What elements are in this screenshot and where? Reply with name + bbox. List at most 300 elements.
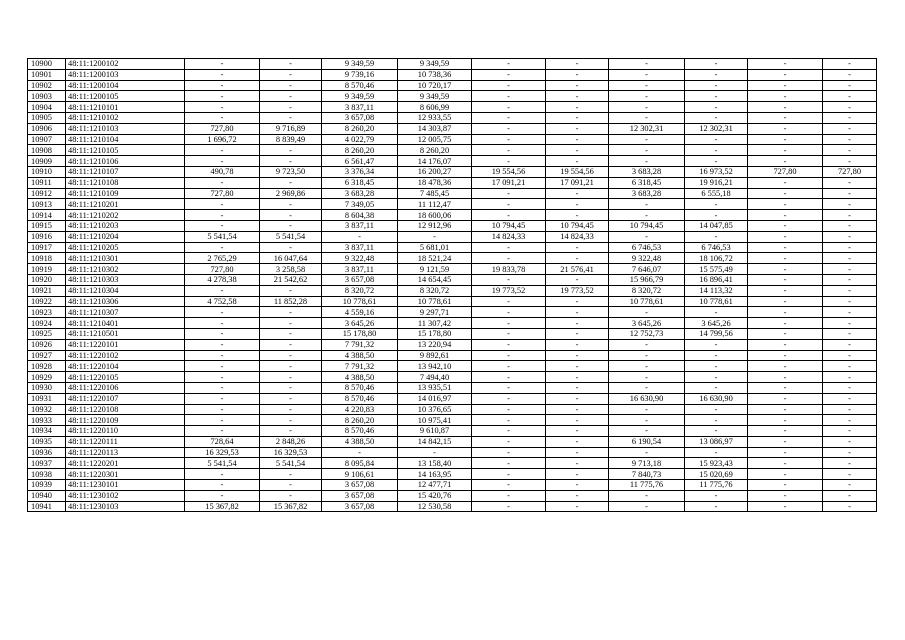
value-cell: - — [260, 426, 322, 437]
value-cell: - — [748, 69, 823, 80]
value-cell: 11 775,76 — [685, 480, 748, 491]
value-cell: 18 478,36 — [398, 177, 472, 188]
value-cell: - — [823, 469, 877, 480]
value-cell: 14 303,87 — [398, 123, 472, 134]
row-number-cell: 10936 — [28, 447, 66, 458]
value-cell: 10 738,36 — [398, 69, 472, 80]
value-cell: - — [472, 458, 546, 469]
value-cell: 19 916,21 — [685, 177, 748, 188]
value-cell: - — [185, 285, 260, 296]
value-cell: 15 420,76 — [398, 490, 472, 501]
cadastral-number-cell: 48:11:1200103 — [66, 69, 185, 80]
value-cell: - — [546, 91, 609, 102]
value-cell: 7 791,32 — [322, 361, 398, 372]
value-cell: - — [748, 134, 823, 145]
value-cell: 12 752,73 — [609, 328, 685, 339]
value-cell: 8 095,84 — [322, 458, 398, 469]
value-cell: 18 521,24 — [398, 253, 472, 264]
value-cell: 490,78 — [185, 166, 260, 177]
value-cell: 8 606,99 — [398, 102, 472, 113]
value-cell: - — [185, 372, 260, 383]
value-cell: 9 739,16 — [322, 69, 398, 80]
value-cell: - — [260, 372, 322, 383]
value-cell: 9 610,87 — [398, 426, 472, 437]
value-cell: - — [546, 112, 609, 123]
value-cell: - — [823, 318, 877, 329]
value-cell: - — [546, 296, 609, 307]
value-cell: - — [609, 112, 685, 123]
value-cell: - — [609, 307, 685, 318]
value-cell: - — [748, 318, 823, 329]
value-cell: - — [546, 69, 609, 80]
value-cell: - — [609, 490, 685, 501]
value-cell: 6 190,54 — [609, 436, 685, 447]
value-cell: 17 091,21 — [472, 177, 546, 188]
value-cell: - — [823, 490, 877, 501]
cadastral-number-cell: 48:11:1210306 — [66, 296, 185, 307]
value-cell: - — [260, 220, 322, 231]
value-cell: - — [546, 253, 609, 264]
value-cell: - — [260, 350, 322, 361]
value-cell: - — [685, 350, 748, 361]
value-cell: 3 683,28 — [609, 188, 685, 199]
value-cell: - — [748, 458, 823, 469]
value-cell: - — [185, 145, 260, 156]
value-cell: - — [823, 264, 877, 275]
table-row — [28, 490, 877, 501]
table-row — [28, 274, 877, 285]
table-row — [28, 382, 877, 393]
value-cell: 3 837,11 — [322, 242, 398, 253]
cadastral-number-cell: 48:11:1210303 — [66, 274, 185, 285]
value-cell: - — [748, 156, 823, 167]
cadastral-number-cell: 48:11:1230103 — [66, 501, 185, 512]
value-cell: - — [748, 199, 823, 210]
row-number-cell: 10919 — [28, 264, 66, 275]
value-cell: - — [472, 426, 546, 437]
value-cell: 13 942,10 — [398, 361, 472, 372]
value-cell: - — [823, 199, 877, 210]
value-cell: 7 349,05 — [322, 199, 398, 210]
value-cell: - — [748, 264, 823, 275]
row-number-cell: 10928 — [28, 361, 66, 372]
table-row — [28, 112, 877, 123]
value-cell: - — [748, 274, 823, 285]
value-cell: - — [609, 91, 685, 102]
value-cell: - — [185, 102, 260, 113]
value-cell: 9 322,48 — [609, 253, 685, 264]
value-cell: - — [260, 80, 322, 91]
value-cell: - — [546, 361, 609, 372]
value-cell: 8 260,20 — [322, 145, 398, 156]
value-cell: - — [185, 156, 260, 167]
value-cell: - — [546, 318, 609, 329]
value-cell: - — [546, 156, 609, 167]
value-cell: - — [472, 123, 546, 134]
cadastral-number-cell: 48:11:1210304 — [66, 285, 185, 296]
value-cell: - — [546, 350, 609, 361]
cadastral-number-cell: 48:11:1220301 — [66, 469, 185, 480]
table-row — [28, 415, 877, 426]
value-cell: - — [823, 156, 877, 167]
row-number-cell: 10901 — [28, 69, 66, 80]
value-cell: 2 848,26 — [260, 436, 322, 447]
value-cell: - — [748, 490, 823, 501]
value-cell: - — [472, 339, 546, 350]
value-cell: 14 842,15 — [398, 436, 472, 447]
value-cell: - — [823, 426, 877, 437]
cadastral-number-cell: 48:11:1210103 — [66, 123, 185, 134]
cadastral-number-cell: 48:11:1220111 — [66, 436, 185, 447]
value-cell: 15 923,43 — [685, 458, 748, 469]
cadastral-number-cell: 48:11:1210205 — [66, 242, 185, 253]
table-row — [28, 339, 877, 350]
table-row — [28, 458, 877, 469]
row-number-cell: 10910 — [28, 166, 66, 177]
table-row — [28, 91, 877, 102]
value-cell: 19 833,78 — [472, 264, 546, 275]
value-cell: 10 794,45 — [472, 220, 546, 231]
value-cell: 9 121,59 — [398, 264, 472, 275]
value-cell: - — [472, 156, 546, 167]
value-cell: 9 322,48 — [322, 253, 398, 264]
row-number-cell: 10905 — [28, 112, 66, 123]
value-cell: 1 696,72 — [185, 134, 260, 145]
value-cell: - — [472, 199, 546, 210]
value-cell: 4 388,50 — [322, 350, 398, 361]
value-cell: 19 773,52 — [472, 285, 546, 296]
value-cell: - — [823, 123, 877, 134]
cadastral-number-cell: 48:11:1220106 — [66, 382, 185, 393]
value-cell: - — [472, 372, 546, 383]
value-cell: - — [472, 188, 546, 199]
row-number-cell: 10903 — [28, 91, 66, 102]
row-number-cell: 10935 — [28, 436, 66, 447]
value-cell: - — [546, 339, 609, 350]
value-cell: - — [823, 91, 877, 102]
row-number-cell: 10922 — [28, 296, 66, 307]
value-cell: 4 388,50 — [322, 436, 398, 447]
row-number-cell: 10927 — [28, 350, 66, 361]
value-cell: - — [398, 447, 472, 458]
row-number-cell: 10923 — [28, 307, 66, 318]
table-row — [28, 156, 877, 167]
value-cell: 14 047,85 — [685, 220, 748, 231]
value-cell: 9 297,71 — [398, 307, 472, 318]
value-cell: - — [546, 242, 609, 253]
value-cell: - — [609, 69, 685, 80]
cadastral-number-cell: 48:11:1210302 — [66, 264, 185, 275]
value-cell: - — [185, 91, 260, 102]
value-cell: 8 320,72 — [609, 285, 685, 296]
value-cell: - — [823, 382, 877, 393]
value-cell: 15 966,79 — [609, 274, 685, 285]
table-body — [28, 59, 877, 512]
cadastral-number-cell: 48:11:1210107 — [66, 166, 185, 177]
cadastral-number-cell: 48:11:1200105 — [66, 91, 185, 102]
value-cell: - — [472, 91, 546, 102]
value-cell: 6 318,45 — [322, 177, 398, 188]
table-row — [28, 220, 877, 231]
value-cell: - — [260, 339, 322, 350]
value-cell: - — [748, 145, 823, 156]
value-cell: - — [823, 285, 877, 296]
value-cell: 15 178,80 — [322, 328, 398, 339]
table-row — [28, 296, 877, 307]
value-cell: - — [546, 458, 609, 469]
value-cell: - — [748, 372, 823, 383]
cadastral-number-cell: 48:11:1200104 — [66, 80, 185, 91]
value-cell: - — [546, 59, 609, 70]
value-cell: 10 975,41 — [398, 415, 472, 426]
cadastral-number-cell: 48:11:1210203 — [66, 220, 185, 231]
value-cell: - — [609, 426, 685, 437]
cadastral-number-cell: 48:11:1220109 — [66, 415, 185, 426]
value-cell: 14 824,33 — [546, 231, 609, 242]
value-cell: 6 318,45 — [609, 177, 685, 188]
value-cell: - — [546, 426, 609, 437]
value-cell: 727,80 — [185, 264, 260, 275]
value-cell: 8 570,46 — [322, 382, 398, 393]
cadastral-number-cell: 48:11:1210401 — [66, 318, 185, 329]
value-cell: 12 302,31 — [685, 123, 748, 134]
value-cell: - — [823, 339, 877, 350]
cadastral-number-cell: 48:11:1210109 — [66, 188, 185, 199]
value-cell: - — [823, 393, 877, 404]
cadastral-number-cell: 48:11:1210105 — [66, 145, 185, 156]
value-cell: - — [472, 318, 546, 329]
value-cell: - — [609, 156, 685, 167]
table-row — [28, 80, 877, 91]
value-cell: - — [546, 469, 609, 480]
value-cell: - — [823, 80, 877, 91]
table-row — [28, 501, 877, 512]
value-cell: 8 260,20 — [398, 145, 472, 156]
value-cell: - — [185, 318, 260, 329]
value-cell: 2 765,29 — [185, 253, 260, 264]
value-cell: - — [546, 199, 609, 210]
value-cell: - — [823, 296, 877, 307]
value-cell: 15 178,80 — [398, 328, 472, 339]
value-cell: - — [748, 177, 823, 188]
value-cell: - — [823, 253, 877, 264]
cadastral-number-cell: 48:11:1230101 — [66, 480, 185, 491]
value-cell: - — [823, 372, 877, 383]
value-cell: 16 329,53 — [185, 447, 260, 458]
data-table — [27, 58, 877, 512]
row-number-cell: 10908 — [28, 145, 66, 156]
table-row — [28, 307, 877, 318]
value-cell: 9 716,89 — [260, 123, 322, 134]
value-cell: - — [546, 80, 609, 91]
value-cell: - — [185, 242, 260, 253]
value-cell: - — [260, 156, 322, 167]
value-cell: - — [823, 350, 877, 361]
value-cell: - — [260, 69, 322, 80]
value-cell: - — [546, 134, 609, 145]
value-cell: - — [609, 404, 685, 415]
table-row — [28, 145, 877, 156]
value-cell: 11 775,76 — [609, 480, 685, 491]
value-cell: 14 113,32 — [685, 285, 748, 296]
value-cell: - — [472, 436, 546, 447]
value-cell: 11 852,28 — [260, 296, 322, 307]
row-number-cell: 10932 — [28, 404, 66, 415]
value-cell: 5 541,54 — [260, 458, 322, 469]
value-cell: - — [185, 210, 260, 221]
value-cell: - — [823, 69, 877, 80]
value-cell: - — [472, 145, 546, 156]
value-cell: 14 799,56 — [685, 328, 748, 339]
value-cell: - — [185, 59, 260, 70]
value-cell: - — [685, 145, 748, 156]
value-cell: - — [823, 231, 877, 242]
value-cell: - — [685, 210, 748, 221]
value-cell: - — [609, 80, 685, 91]
row-number-cell: 10920 — [28, 274, 66, 285]
value-cell: - — [685, 80, 748, 91]
value-cell: 16 973,52 — [685, 166, 748, 177]
value-cell: - — [546, 404, 609, 415]
value-cell: 19 554,56 — [546, 166, 609, 177]
value-cell: 3 657,08 — [322, 112, 398, 123]
value-cell: - — [823, 134, 877, 145]
value-cell: 4 752,58 — [185, 296, 260, 307]
value-cell: - — [472, 490, 546, 501]
table-row — [28, 436, 877, 447]
table-row — [28, 134, 877, 145]
value-cell: 3 837,11 — [322, 102, 398, 113]
value-cell: 18 600,06 — [398, 210, 472, 221]
value-cell: 12 933,55 — [398, 112, 472, 123]
value-cell: - — [185, 490, 260, 501]
value-cell: - — [260, 480, 322, 491]
value-cell: 9 349,59 — [322, 91, 398, 102]
value-cell: - — [823, 307, 877, 318]
value-cell: 5 541,54 — [185, 458, 260, 469]
table-row — [28, 361, 877, 372]
value-cell: - — [748, 188, 823, 199]
value-cell: - — [609, 59, 685, 70]
value-cell: - — [748, 123, 823, 134]
value-cell: - — [260, 59, 322, 70]
value-cell: 14 016,97 — [398, 393, 472, 404]
value-cell: - — [546, 123, 609, 134]
value-cell: - — [748, 501, 823, 512]
value-cell: - — [185, 382, 260, 393]
value-cell: - — [823, 188, 877, 199]
value-cell: 8 570,46 — [322, 80, 398, 91]
value-cell: 2 969,86 — [260, 188, 322, 199]
row-number-cell: 10904 — [28, 102, 66, 113]
value-cell: - — [472, 469, 546, 480]
value-cell: 7 646,07 — [609, 264, 685, 275]
value-cell: - — [260, 199, 322, 210]
cadastral-number-cell: 48:11:1220113 — [66, 447, 185, 458]
table-row — [28, 69, 877, 80]
row-number-cell: 10929 — [28, 372, 66, 383]
value-cell: - — [472, 501, 546, 512]
row-number-cell: 10917 — [28, 242, 66, 253]
value-cell: 11 112,47 — [398, 199, 472, 210]
cadastral-number-cell: 48:11:1210108 — [66, 177, 185, 188]
value-cell: - — [823, 59, 877, 70]
value-cell: - — [748, 80, 823, 91]
value-cell: 10 376,65 — [398, 404, 472, 415]
value-cell: - — [546, 372, 609, 383]
value-cell: 16 896,41 — [685, 274, 748, 285]
row-number-cell: 10937 — [28, 458, 66, 469]
value-cell: - — [823, 447, 877, 458]
value-cell: 14 654,45 — [398, 274, 472, 285]
value-cell: - — [823, 436, 877, 447]
value-cell: - — [260, 112, 322, 123]
value-cell: - — [260, 318, 322, 329]
value-cell: 15 367,82 — [185, 501, 260, 512]
table-row — [28, 404, 877, 415]
value-cell: 5 681,01 — [398, 242, 472, 253]
value-cell: - — [748, 231, 823, 242]
value-cell: 13 220,94 — [398, 339, 472, 350]
value-cell: - — [546, 436, 609, 447]
cadastral-number-cell: 48:11:1210301 — [66, 253, 185, 264]
value-cell: - — [748, 415, 823, 426]
value-cell: - — [748, 393, 823, 404]
value-cell: - — [748, 436, 823, 447]
cadastral-number-cell: 48:11:1220102 — [66, 350, 185, 361]
table-row — [28, 166, 877, 177]
value-cell: - — [609, 231, 685, 242]
value-cell: - — [748, 112, 823, 123]
value-cell: - — [609, 350, 685, 361]
value-cell: - — [472, 59, 546, 70]
value-cell: - — [322, 447, 398, 458]
table-row — [28, 264, 877, 275]
value-cell: - — [546, 102, 609, 113]
value-cell: - — [472, 253, 546, 264]
value-cell: - — [685, 112, 748, 123]
value-cell: 8 320,72 — [322, 285, 398, 296]
value-cell: 3 657,08 — [322, 274, 398, 285]
value-cell: 15 020,69 — [685, 469, 748, 480]
value-cell: 6 746,53 — [609, 242, 685, 253]
value-cell: - — [472, 328, 546, 339]
value-cell: - — [472, 361, 546, 372]
value-cell: - — [685, 382, 748, 393]
table-row — [28, 285, 877, 296]
value-cell: 5 541,54 — [185, 231, 260, 242]
value-cell: 9 349,59 — [322, 59, 398, 70]
value-cell: - — [185, 80, 260, 91]
value-cell: - — [185, 404, 260, 415]
value-cell: 10 778,61 — [609, 296, 685, 307]
value-cell: 6 555,18 — [685, 188, 748, 199]
value-cell: - — [685, 102, 748, 113]
value-cell: - — [260, 490, 322, 501]
value-cell: - — [472, 382, 546, 393]
value-cell: 9 892,61 — [398, 350, 472, 361]
table-row — [28, 350, 877, 361]
value-cell: - — [472, 415, 546, 426]
value-cell: 16 329,53 — [260, 447, 322, 458]
value-cell: - — [260, 307, 322, 318]
cadastral-number-cell: 48:11:1220108 — [66, 404, 185, 415]
value-cell: - — [472, 80, 546, 91]
cadastral-number-cell: 48:11:1220110 — [66, 426, 185, 437]
value-cell: - — [609, 210, 685, 221]
value-cell: - — [546, 145, 609, 156]
value-cell: 14 163,95 — [398, 469, 472, 480]
